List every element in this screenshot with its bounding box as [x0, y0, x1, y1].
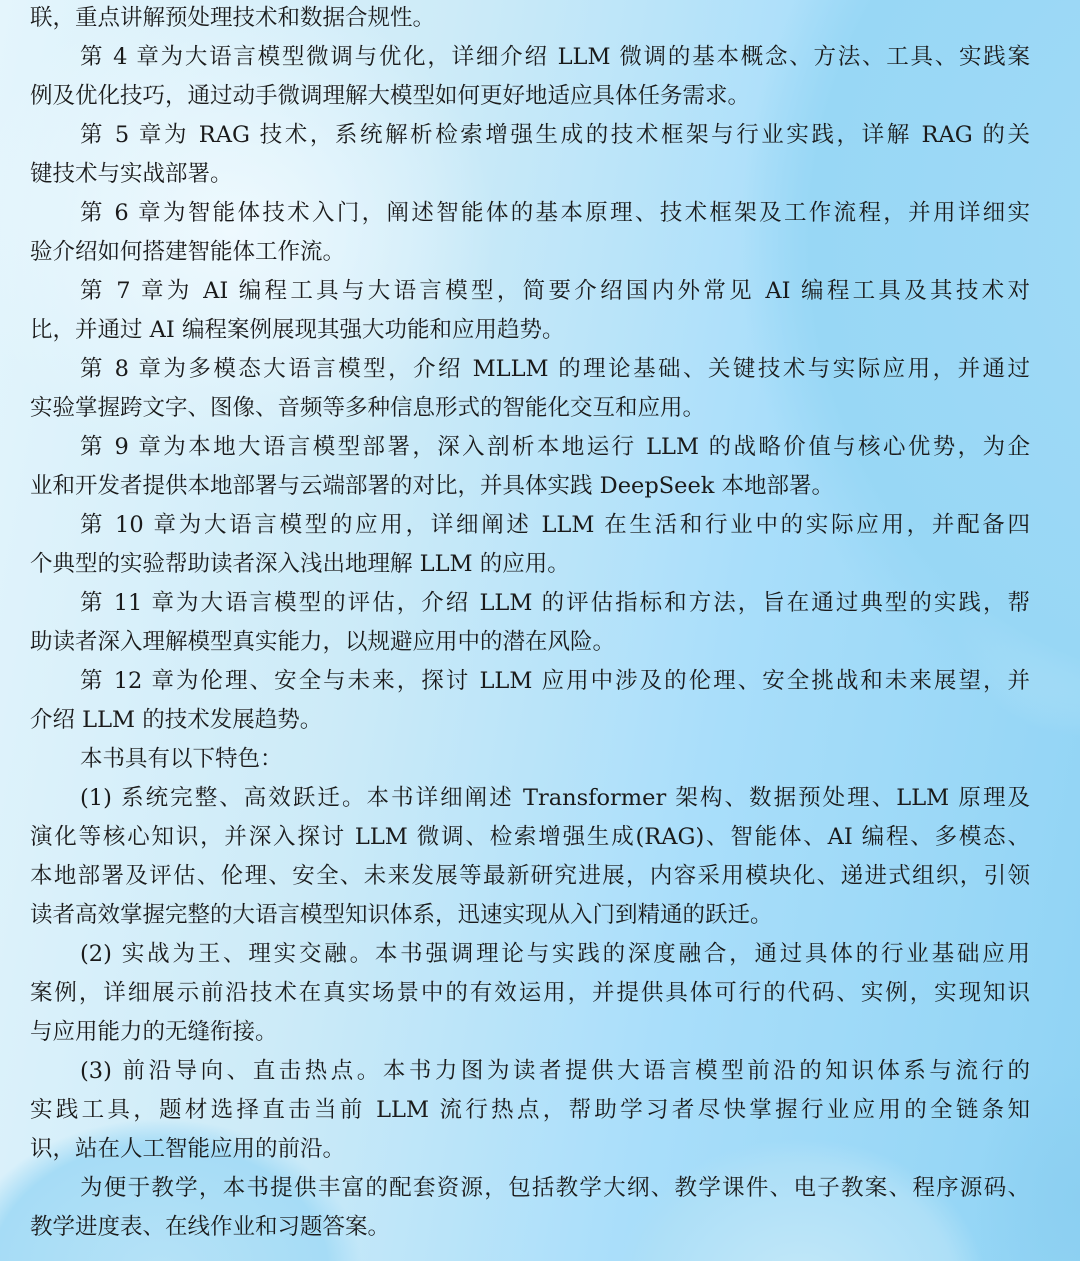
paragraph — [30, 506, 1030, 584]
text-line: 第 8 章为多模态大语言模型，介绍 MLLM 的理论基础、关键技术与实际应用，并通过 — [80, 356, 1030, 382]
paragraph — [30, 194, 1030, 272]
paragraph — [30, 740, 1030, 779]
paragraph — [30, 0, 1030, 38]
text-line: 本书具有以下特色： — [80, 746, 283, 772]
paragraph — [30, 584, 1030, 662]
text-line: 与应用能力的无缝衔接。 — [30, 1019, 278, 1045]
text-line: 业和开发者提供本地部署与云端部署的对比，并具体实践 DeepSeek 本地部署。 — [30, 473, 835, 499]
text-line: 第 7 章为 AI 编程工具与大语言模型，简要介绍国内外常见 AI 编程工具及其技术对 — [80, 278, 1030, 304]
text-line: (3) 前沿导向、直击热点。本书力图为读者提供大语言模型前沿的知识体系与流行的 — [80, 1058, 1030, 1084]
paragraph — [30, 1169, 1030, 1247]
paragraph — [30, 1052, 1030, 1169]
text-line: 联，重点讲解预处理技术和数据合规性。 — [30, 5, 436, 31]
text-line: 演化等核心知识，并深入探讨 LLM 微调、检索增强生成(RAG)、智能体、AI 编程、多模态、 — [30, 824, 1030, 850]
text-line: 键技术与实战部署。 — [30, 161, 233, 187]
text-line: 本地部署及评估、伦理、安全、未来发展等最新研究进展，内容采用模块化、递进式组织，引领 — [30, 863, 1030, 889]
text-line: 教学进度表、在线作业和习题答案。 — [30, 1214, 391, 1240]
paragraph — [30, 935, 1030, 1052]
paragraph — [30, 662, 1030, 740]
text-line: 第 10 章为大语言模型的应用，详细阐述 LLM 在生活和行业中的实际应用，并配备四 — [80, 512, 1030, 538]
text-line: 比，并通过 AI 编程案例展现其强大功能和应用趋势。 — [30, 317, 565, 343]
text-line: 介绍 LLM 的技术发展趋势。 — [30, 707, 323, 733]
paragraph — [30, 428, 1030, 506]
text-line: 识，站在人工智能应用的前沿。 — [30, 1136, 346, 1162]
text-line: 第 5 章为 RAG 技术，系统解析检索增强生成的技术框架与行业实践，详解 RAG 的关 — [80, 122, 1030, 148]
text-line: 实验掌握跨文字、图像、音频等多种信息形式的智能化交互和应用。 — [30, 395, 706, 421]
text-line: 案例，详细展示前沿技术在真实场景中的有效运用，并提供具体可行的代码、实例，实现知识 — [30, 980, 1030, 1006]
text-line: 第 9 章为本地大语言模型部署，深入剖析本地运行 LLM 的战略价值与核心优势，为企 — [80, 434, 1030, 460]
text-line: 第 4 章为大语言模型微调与优化，详细介绍 LLM 微调的基本概念、方法、工具、实践案 — [80, 44, 1030, 70]
text-line: 第 6 章为智能体技术入门，阐述智能体的基本原理、技术框架及工作流程，并用详细实 — [80, 200, 1030, 226]
text-line: 第 11 章为大语言模型的评估，介绍 LLM 的评估指标和方法，旨在通过典型的实践，帮 — [80, 590, 1030, 616]
text-line: 个典型的实验帮助读者深入浅出地理解 LLM 的应用。 — [30, 551, 570, 577]
paragraph — [30, 38, 1030, 116]
text-line: (2) 实战为王、理实交融。本书强调理论与实践的深度融合，通过具体的行业基础应用 — [80, 941, 1030, 967]
text-line: 为便于教学，本书提供丰富的配套资源，包括教学大纲、教学课件、电子教案、程序源码、 — [80, 1175, 1030, 1201]
text-line: 第 12 章为伦理、安全与未来，探讨 LLM 应用中涉及的伦理、安全挑战和未来展望，并 — [80, 668, 1030, 694]
text-line: 助读者深入理解模型真实能力，以规避应用中的潜在风险。 — [30, 629, 616, 655]
text-line: 实践工具，题材选择直击当前 LLM 流行热点，帮助学习者尽快掌握行业应用的全链条知 — [30, 1097, 1030, 1123]
paragraph — [30, 116, 1030, 194]
text-line: 验介绍如何搭建智能体工作流。 — [30, 239, 346, 265]
paragraph — [30, 779, 1030, 935]
paragraph — [30, 350, 1030, 428]
document-body — [30, 0, 1030, 1247]
text-line: 读者高效掌握完整的大语言模型知识体系，迅速实现从入门到精通的跃迁。 — [30, 902, 773, 928]
text-line: (1) 系统完整、高效跃迁。本书详细阐述 Transformer 架构、数据预处理、LLM 原理及 — [80, 785, 1030, 811]
text-line: 例及优化技巧，通过动手微调理解大模型如何更好地适应具体任务需求。 — [30, 83, 751, 109]
paragraph — [30, 272, 1030, 350]
